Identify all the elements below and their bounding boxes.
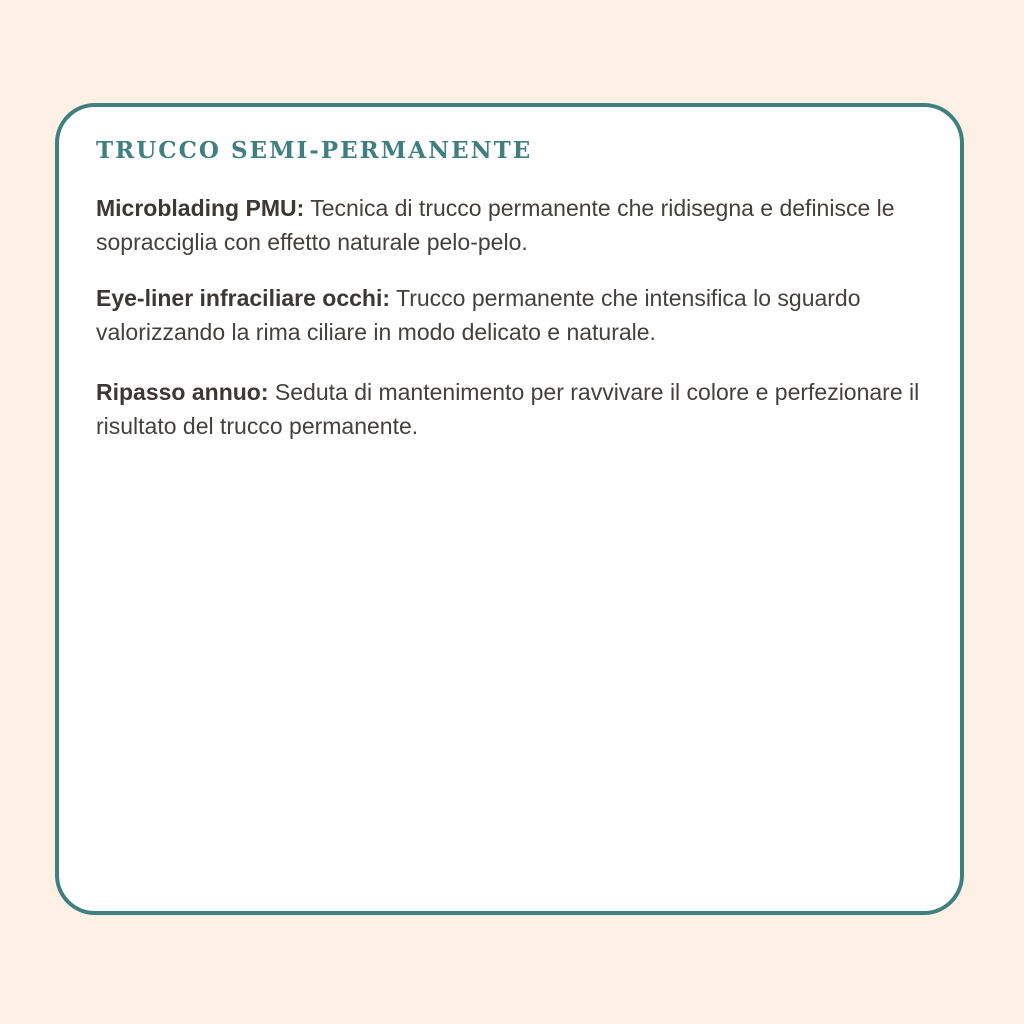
service-item-ripasso <box>96 375 936 443</box>
service-description: Seduta di mantenimento per ravvivare il colore e perfezionare il risultato del trucco permanente. <box>96 379 920 439</box>
service-card <box>55 103 964 915</box>
service-item-microblading <box>96 191 936 259</box>
service-name: Microblading PMU: <box>96 195 305 221</box>
service-name: Ripasso annuo: <box>96 379 269 405</box>
service-description: Trucco permanente che intensifica lo sguardo valorizzando la rima ciliare in modo delicato e naturale. <box>96 285 861 345</box>
service-item-eyeliner <box>96 281 936 349</box>
section-title: TRUCCO SEMI-PERMANENTE <box>96 137 533 164</box>
service-description: Tecnica di trucco permanente che ridisegna e definisce le sopracciglia con effetto naturale pelo-pelo. <box>96 195 895 255</box>
service-name: Eye-liner infraciliare occhi: <box>96 285 391 311</box>
